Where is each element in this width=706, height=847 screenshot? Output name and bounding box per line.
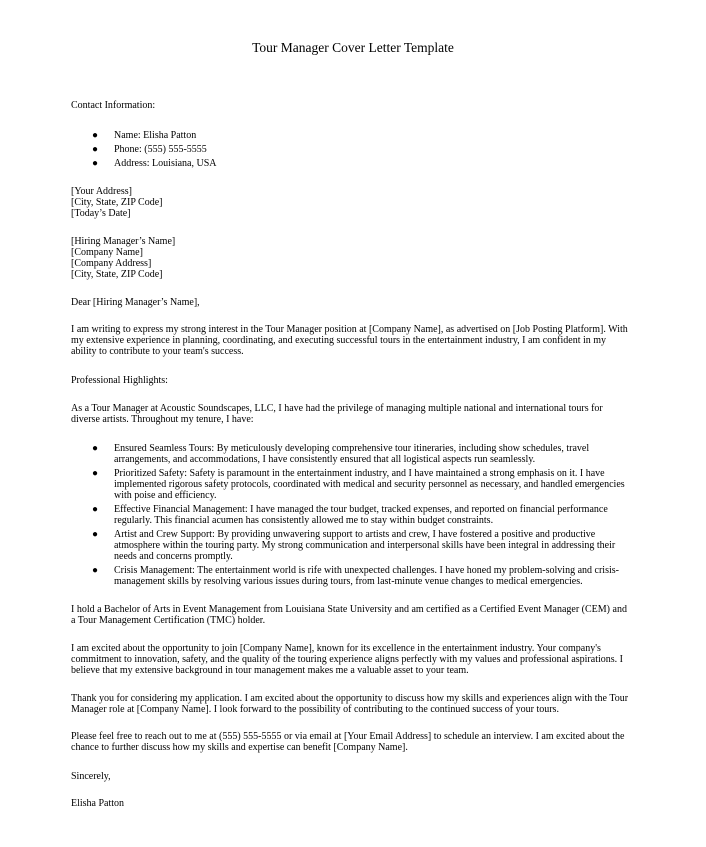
contact-paragraph: Please feel free to reach out to me at (555) 555-5555 or via email at [Your Email Address] to schedule an interview. I am excited about the chance to further discuss how my skills and expertise can benefit [Company Name]. [71, 731, 625, 753]
bullet-icon: ● [92, 443, 99, 454]
recipient-address-line: [Company Address] [71, 258, 152, 269]
recipient-address [71, 236, 631, 280]
highlight-item: ● Artist and Crew Support: By providing unwavering support to artists and crew, I have fostered a positive and productive atmosphere within the touring party. My strong communication and interpersonal skills have been integral in addressing their needs and concerns promptly. [92, 529, 616, 562]
contact-item-address: ● Address: Louisiana, USA [92, 158, 217, 169]
document-title: Tour Manager Cover Letter Template [252, 40, 454, 55]
sender-address-line: [Your Address] [71, 186, 132, 197]
contact-heading: Contact Information: [71, 100, 156, 111]
bullet-icon: ● [92, 144, 99, 155]
contact-list [71, 130, 631, 172]
excited-paragraph: I am excited about the opportunity to join [Company Name], known for its excellence in the entertainment industry. Your company's commitment to innovation, safety, and the quality of the touring experience aligns perfectly with my values and professional aspirations. I believe that my extensive background in tour management makes me a valuable asset to your team. [71, 643, 623, 676]
recipient-name-line: [Hiring Manager’s Name] [71, 236, 176, 247]
closing: Sincerely, [71, 771, 111, 782]
highlight-item: ● Ensured Seamless Tours: By meticulously developing comprehensive tour itineraries, including show schedules, travel arrangements, and accommodations, I have consistently ensured that all logistical aspects run seamlessly. [92, 443, 590, 465]
highlights-heading: Professional Highlights: [71, 375, 168, 386]
sender-date-line: [Today’s Date] [71, 208, 131, 219]
contact-item-name: ● Name: Elisha Patton [92, 130, 197, 141]
salutation: Dear [Hiring Manager’s Name], [71, 297, 200, 308]
highlight-item: ● Crisis Management: The entertainment world is rife with unexpected challenges. I have honed my problem-solving and crisis-management skills by resolving various issues during tours, from last-minute venue changes to medical emergencies. [92, 565, 619, 587]
intro-paragraph: I am writing to express my strong interest in the Tour Manager position at [Company Name], as advertised on [Job Posting Platform]. With my extensive experience in planning, coordinating, and executing successful tours in the entertainment industry, I am confident in my ability to contribute to your team's success. [71, 324, 628, 357]
bullet-icon: ● [92, 529, 99, 540]
bullet-icon: ● [92, 468, 99, 479]
education-paragraph: I hold a Bachelor of Arts in Event Management from Louisiana State University and am certified as a Certified Event Manager (CEM) and a Tour Management Certification (TMC) holder. [71, 604, 627, 626]
sender-city-line: [City, State, ZIP Code] [71, 197, 163, 208]
highlight-item: ● Effective Financial Management: I have managed the tour budget, tracked expenses, and reported on financial performance regularly. This financial acumen has consistently allowed me to stay within budget constraints. [92, 504, 608, 526]
bullet-icon: ● [92, 504, 99, 515]
recipient-city-line: [City, State, ZIP Code] [71, 269, 163, 280]
signature: Elisha Patton [71, 798, 125, 809]
highlights-intro: As a Tour Manager at Acoustic Soundscapes, LLC, I have had the privilege of managing multiple national and international tours for diverse artists. Throughout my tenure, I have: [71, 403, 603, 425]
bullet-icon: ● [92, 158, 99, 169]
sender-address [71, 186, 631, 219]
highlights-list [71, 443, 631, 590]
highlight-item: ● Prioritized Safety: Safety is paramount in the entertainment industry, and I have maintained a strong emphasis on it. I have implemented rigorous safety protocols, coordinated with medical and security personnel as necessary, and handled emergencies with poise and efficiency. [92, 468, 625, 501]
thanks-paragraph: Thank you for considering my application. I am excited about the opportunity to discuss how my skills and experiences align with the Tour Manager role at [Company Name]. I look forward to the possibility of contributing to the continued success of your tours. [71, 693, 629, 715]
bullet-icon: ● [92, 130, 99, 141]
contact-item-phone: ● Phone: (555) 555-5555 [92, 144, 207, 155]
recipient-company-line: [Company Name] [71, 247, 143, 258]
bullet-icon: ● [92, 565, 99, 576]
